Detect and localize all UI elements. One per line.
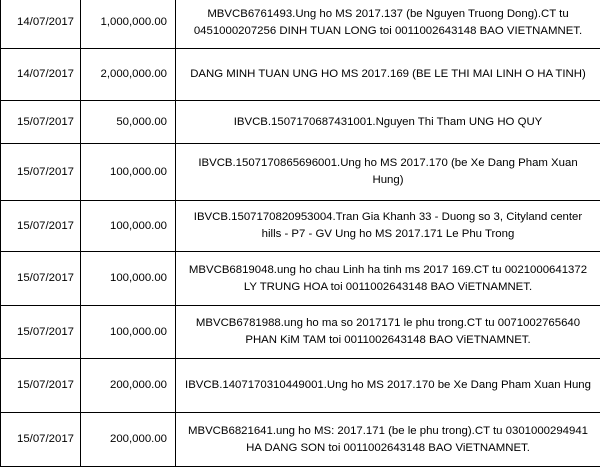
date-cell: 15/07/2017	[1, 252, 81, 306]
description-line: IBVCB.1507170865696001.Ung ho MS 2017.170 (be Xe Dang Pham Xuan	[180, 155, 596, 172]
date-cell: 15/07/2017	[1, 306, 81, 359]
description-line: MBVCB6821641.ung ho MS: 2017.171 (be le phu trong).CT tu 0301000294941	[180, 423, 596, 440]
amount-cell: 200,000.00	[81, 359, 176, 413]
description-cell	[176, 144, 600, 201]
description-cell	[176, 359, 600, 413]
table-row	[1, 413, 600, 467]
description-line: MBVCB6781988.ung ho ma so 2017171 le phu trong.CT tu 0071002765640	[180, 315, 596, 332]
description-line: Hung)	[180, 172, 596, 189]
description-line: MBVCB6819048.ung ho chau Linh ha tinh ms 2017 169.CT tu 0021000641372	[180, 262, 596, 279]
date-cell: 15/07/2017	[1, 359, 81, 413]
table-row	[1, 101, 600, 144]
description-line: 0451000207256 DINH TUAN LONG toi 0011002643148 BAO VIETNAMNET.	[180, 23, 596, 40]
amount-cell: 100,000.00	[81, 252, 176, 306]
description-line: LY TRUNG HOA toi 0011002643148 BAO ViETNAMNET.	[180, 279, 596, 296]
description-line: DANG MINH TUAN UNG HO MS 2017.169 (BE LE THI MAI LINH O HA TINH)	[180, 66, 596, 83]
table-row	[1, 49, 600, 101]
description-line: MBVCB6761493.Ung ho MS 2017.137 (be Nguyen Truong Dong).CT tu	[180, 6, 596, 23]
date-cell: 14/07/2017	[1, 0, 81, 49]
description-cell	[176, 0, 600, 49]
date-cell: 14/07/2017	[1, 49, 81, 101]
description-line: PHAN KiM TAM toi 0011002643148 BAO ViETNAMNET.	[180, 332, 596, 349]
description-line: IBVCB.1507170820953004.Tran Gia Khanh 33 - Duong so 3, Cityland center	[180, 209, 596, 226]
description-line: hills - P7 - GV Ung ho MS 2017.171 Le Phu Trong	[180, 226, 596, 243]
table-row	[1, 306, 600, 359]
table-row	[1, 144, 600, 201]
description-cell	[176, 49, 600, 101]
date-cell: 15/07/2017	[1, 201, 81, 252]
description-line: HA DANG SON toi 0011002643148 BAO ViETNAMNET.	[180, 440, 596, 457]
amount-cell: 1,000,000.00	[81, 0, 176, 49]
amount-cell: 2,000,000.00	[81, 49, 176, 101]
description-line: IBVCB.1507170687431001.Nguyen Thi Tham UNG HO QUY	[180, 114, 596, 131]
description-cell	[176, 306, 600, 359]
amount-cell: 100,000.00	[81, 144, 176, 201]
amount-cell: 100,000.00	[81, 201, 176, 252]
description-cell	[176, 252, 600, 306]
description-cell	[176, 201, 600, 252]
date-cell: 15/07/2017	[1, 144, 81, 201]
amount-cell: 100,000.00	[81, 306, 176, 359]
description-line: IBVCB.1407170310449001.Ung ho MS 2017.170 be Xe Dang Pham Xuan Hung	[180, 377, 596, 394]
table-row	[1, 252, 600, 306]
amount-cell: 50,000.00	[81, 101, 176, 144]
description-cell	[176, 413, 600, 467]
date-cell: 15/07/2017	[1, 413, 81, 467]
table-row	[1, 0, 600, 49]
description-cell	[176, 101, 600, 144]
amount-cell: 200,000.00	[81, 413, 176, 467]
table-row	[1, 201, 600, 252]
table-row	[1, 359, 600, 413]
date-cell: 15/07/2017	[1, 101, 81, 144]
